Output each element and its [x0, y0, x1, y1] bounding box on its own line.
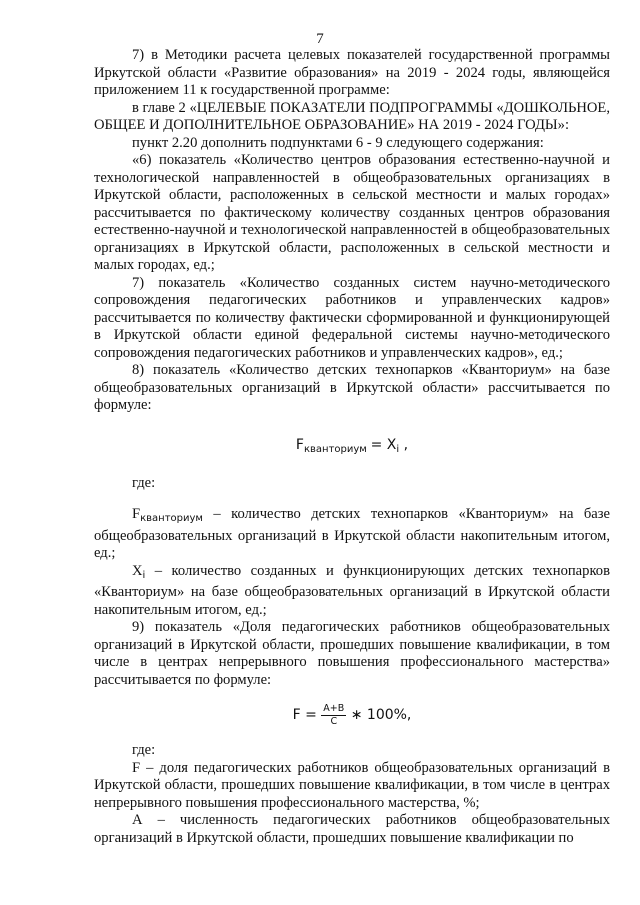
def-text-f: – количество детских технопарков «Кванториум» на базе общеобразовательных организаций в Иркутской области накопительным итогом, ед.;: [94, 506, 610, 561]
paragraph-indicator-7: 7) показатель «Количество созданных систем научно-методического сопровождения педагогических работников и управленческих кадров» рассчитывается по количеству фактически сформированной и функционирующей в Иркутской области единой федеральной системы научно-методического сопровождения педагогических работников и управленческих кадров», ед.;: [94, 274, 610, 361]
def-text-x: – количество созданных и функционирующих детских технопарков «Кванториум» на базе общеобразовательных организаций в Иркутской области накопительным итогом, ед.;: [94, 562, 610, 618]
def-symbol-f-sub: кванториум: [140, 513, 203, 524]
def-symbol-f: F: [132, 506, 141, 522]
formula2-lhs: F =: [292, 706, 322, 723]
paragraph-indicator-8: 8) показатель «Количество детских технопарков «Кванториум» на базе общеобразовательных организаций в Иркутской области» рассчитывается по формуле:: [94, 362, 610, 413]
definition-f-kvantorium: [94, 506, 610, 563]
definition-f-share: F – доля педагогических работников общеобразовательных организаций в Иркутской области, прошедших повышение квалификации, в том числе в центрах непрерывного повышения профессионального мастерства, %;: [94, 759, 610, 811]
formula-share: [94, 703, 610, 728]
paragraph-methodology: 7) в Методики расчета целевых показателей государственной программы Иркутской области «Развитие образования» на 2019 - 2024 годы, являющейся приложением 11 к государственной программе:: [94, 47, 610, 98]
paragraph-indicator-6: «6) показатель «Количество центров образования естественно-научной и технологической направленностей в общеобразовательных организациях в Иркутской области, расположенных в сельской местности и малых городах» рассчитывается по фактическому количеству созданных центров образования естественно-научной и технологической направленностей в общеобразовательных организациях в Иркутской области, расположенных в сельской местности и малых городах, ед.;: [94, 152, 610, 273]
where-label-1: где:: [132, 474, 156, 491]
formula-rhs-sub: i: [396, 443, 400, 455]
formula2-tail: ∗ 100%,: [346, 706, 412, 723]
definition-a: А – численность педагогических работников общеобразовательных организаций в Иркутской области, прошедших повышение квалификации по: [94, 812, 610, 846]
def-symbol-x: X: [132, 562, 143, 579]
paragraph-chapter-2: в главе 2 «ЦЕЛЕВЫЕ ПОКАЗАТЕЛИ ПОДПРОГРАММЫ «ДОШКОЛЬНОЕ, ОБЩЕЕ И ДОПОЛНИТЕЛЬНОЕ ОБРАЗОВАНИЕ» НА 2019 - 2024 ГОДЫ»:: [94, 99, 610, 133]
formula-rhs: = X: [370, 436, 397, 453]
where-label-2: где:: [132, 742, 156, 758]
formula2-fraction: [321, 703, 346, 728]
page-body: [94, 47, 610, 847]
formula-kvantorium: [94, 437, 610, 455]
definition-x-i: [94, 563, 610, 620]
formula-tail: ,: [399, 436, 409, 453]
formula-lhs: F: [295, 436, 304, 453]
paragraph-item-2-20: пункт 2.20 дополнить подпунктами 6 - 9 следующего содержания:: [132, 134, 544, 151]
page-number: 7: [316, 31, 324, 47]
formula-lhs-sub: кванториум: [303, 443, 367, 455]
formula2-denominator: C: [330, 716, 338, 727]
formula2-numerator: A+B: [323, 703, 345, 714]
def-symbol-x-sub: i: [142, 569, 146, 581]
paragraph-indicator-9: 9) показатель «Доля педагогических работников общеобразовательных организаций в Иркутской области, прошедших повышение квалификации, в том числе в центрах непрерывного повышения профессионального мастерства» рассчитывается по формуле:: [94, 619, 610, 688]
